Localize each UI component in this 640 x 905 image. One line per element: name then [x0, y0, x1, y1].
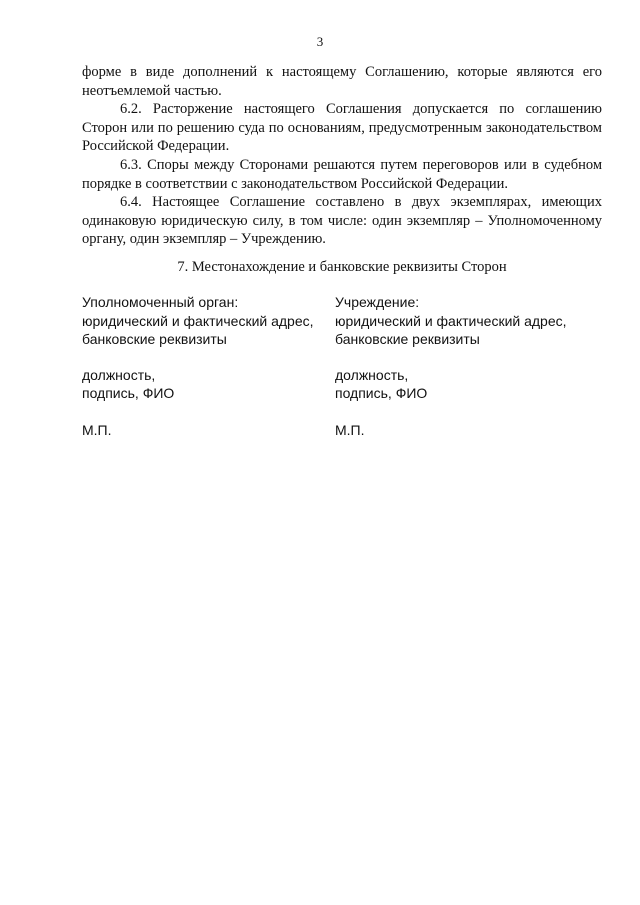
page-number: 3 — [316, 34, 324, 49]
party-name: Уполномоченный орган: — [82, 294, 239, 310]
section-heading: 7. Местонахождение и банковские реквизиты Сторон — [177, 259, 507, 275]
party-bank-details: банковские реквизиты — [335, 331, 480, 347]
paragraph-6-3: 6.3. Споры между Сторонами решаются путем переговоров или в судебном порядке в соответствии с законодательством Российской Федерации. — [82, 156, 602, 192]
paragraph-6-2: 6.2. Расторжение настоящего Соглашения допускается по соглашению Сторон или по решению суда по основаниям, предусмотренным законодательством Российской Федерации. — [82, 101, 602, 155]
party-address: юридический и фактический адрес, — [82, 312, 314, 329]
party-position: должность, — [335, 366, 409, 383]
party-bank-details: банковские реквизиты — [82, 331, 227, 347]
party-address: юридический и фактический адрес, — [335, 312, 567, 329]
agreement-body — [82, 63, 602, 249]
party-seal: М.П. — [335, 421, 365, 438]
party-name: Учреждение: — [335, 294, 420, 310]
party-seal: М.П. — [82, 421, 112, 438]
party-signature: подпись, ФИО — [335, 385, 428, 401]
paragraph-6-4: 6.4. Настоящее Соглашение составлено в двух экземплярах, имеющих одинаковую юридическую силу, в том числе: один экземпляр – Уполномоченному органу, один экземпляр – Учреждению. — [82, 194, 602, 248]
party-signature: подпись, ФИО — [82, 385, 175, 401]
party-institution — [335, 293, 580, 439]
party-position: должность, — [82, 366, 156, 383]
party-authorized-body — [82, 293, 327, 439]
paragraph-continuation: форме в виде дополнений к настоящему Соглашению, которые являются его неотъемлемой частью. — [82, 64, 602, 99]
